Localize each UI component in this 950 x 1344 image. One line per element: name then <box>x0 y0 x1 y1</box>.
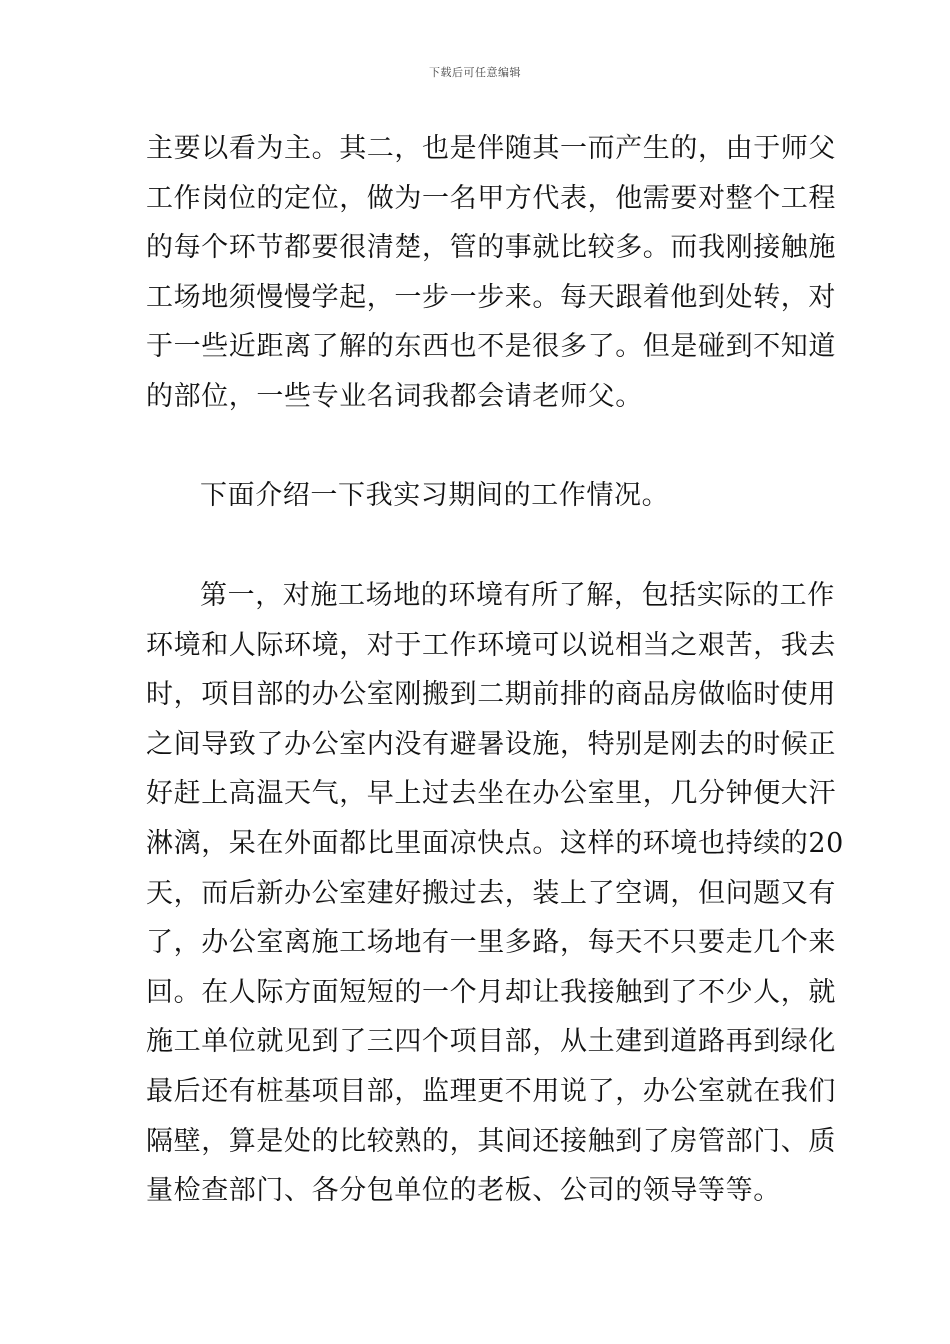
paragraph-line: 的部位，一些专业名词我都会请老师父。 <box>146 380 643 412</box>
paragraph-line: 最后还有桩基项目部，监理更不用说了，办公室就在我们 <box>146 1075 836 1107</box>
paragraph-line: 第一，对施工场地的环境有所了解，包括实际的工作 <box>200 580 835 611</box>
paragraph-line: 好赶上高温天气，早上过去坐在办公室里，几分钟便大汗 <box>146 778 836 810</box>
paragraph-line: 下面介绍一下我实习期间的工作情况。 <box>200 480 670 511</box>
paragraph-line: 淋漓，呆在外面都比里面凉快点。这样的环境也持续的20 <box>146 827 844 859</box>
paragraph-line: 隔壁，算是处的比较熟的，其间还接触到了房管部门、质 <box>146 1125 836 1157</box>
paragraph-line: 工场地须慢慢学起，一步一步来。每天跟着他到处转，对 <box>146 281 836 313</box>
paragraph-line: 环境和人际环境，对于工作环境可以说相当之艰苦，我去 <box>146 629 836 661</box>
paragraph-3 <box>146 571 844 1216</box>
paragraph-line: 回。在人际方面短短的一个月却让我接触到了不少人，就 <box>146 976 836 1008</box>
paragraph-line: 主要以看为主。其二，也是伴随其一而产生的，由于师父 <box>146 133 836 164</box>
paragraph-line: 天，而后新办公室建好搬过去，装上了空调，但问题又有 <box>146 877 836 909</box>
paragraph-line: 工作岗位的定位，做为一名甲方代表，他需要对整个工程 <box>146 182 836 214</box>
paragraph-line: 于一些近距离了解的东西也不是很多了。但是碰到不知道 <box>146 331 836 363</box>
paragraph-line: 施工单位就见到了三四个项目部，从土建到道路再到绿化 <box>146 1026 836 1058</box>
paragraph-2 <box>146 471 816 521</box>
page-header: 下载后可任意编辑 <box>429 66 521 79</box>
paragraph-line: 时，项目部的办公室刚搬到二期前排的商品房做临时使用 <box>146 679 836 711</box>
paragraph-line: 了，办公室离施工场地有一里多路，每天不只要走几个来 <box>146 927 836 959</box>
paragraph-line: 的每个环节都要很清楚，管的事就比较多。而我刚接触施 <box>146 232 836 264</box>
paragraph-line: 量检查部门、各分包单位的老板、公司的领导等等。 <box>146 1175 781 1207</box>
paragraph-line: 之间导致了办公室内没有避暑设施，特别是刚去的时候正 <box>146 728 836 760</box>
paragraph-1 <box>146 124 836 422</box>
